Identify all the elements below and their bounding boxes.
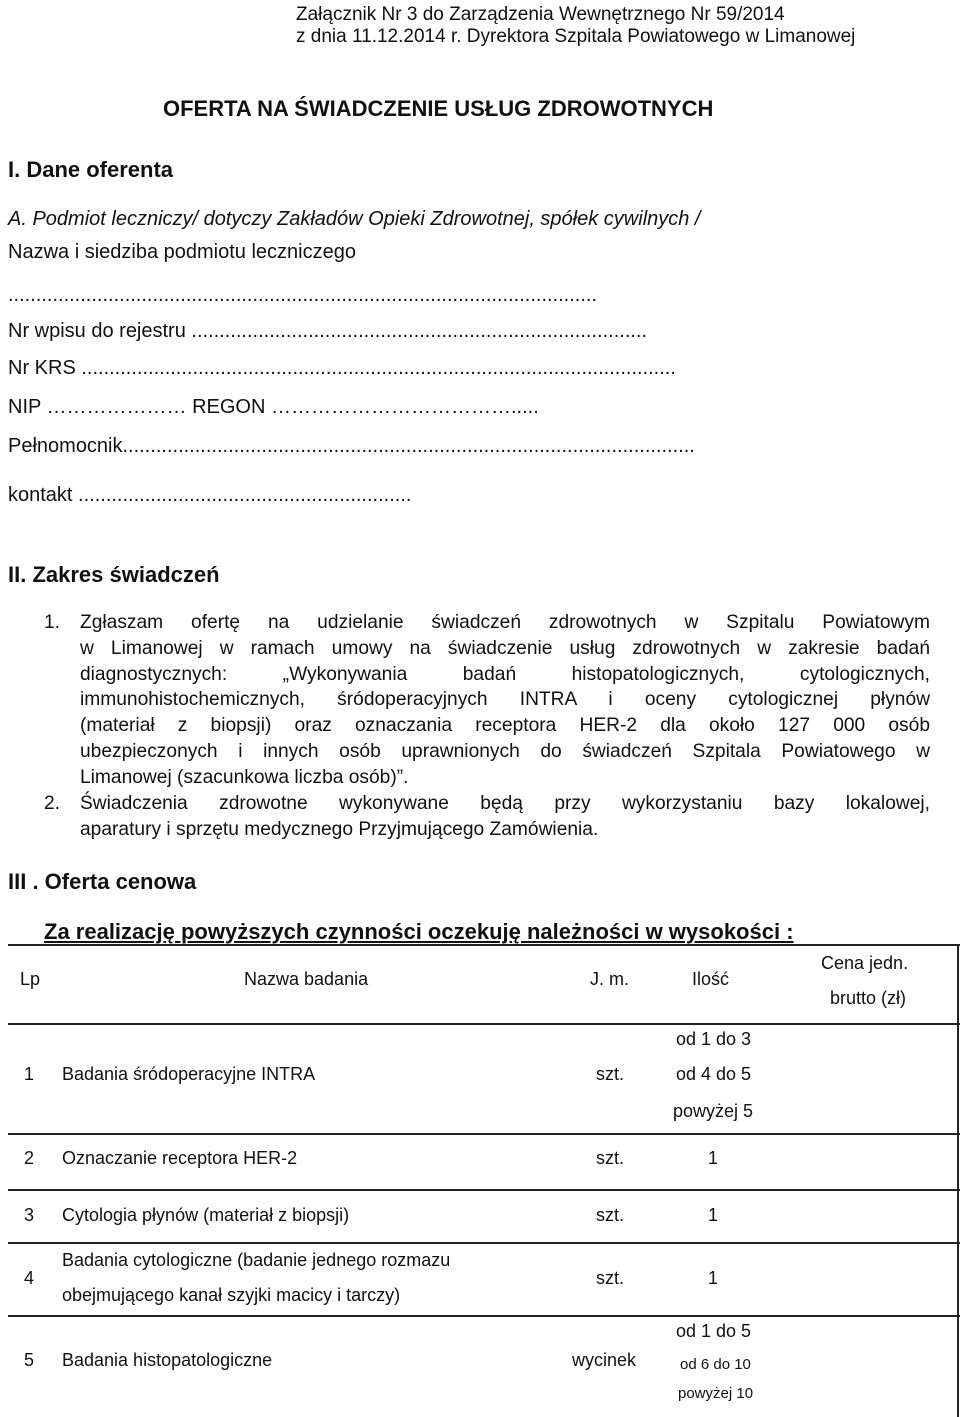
row1-lp: 1 xyxy=(24,1064,35,1084)
row4-name-line1: Badania cytologiczne (badanie jednego rozmazu xyxy=(62,1250,451,1270)
item1-line: (materiał z biopsji) oraz oznaczania receptora HER-2 dla około 127 000 osób xyxy=(80,715,930,737)
item1-text xyxy=(80,610,930,791)
row1-unit: szt. xyxy=(596,1064,625,1084)
section3-heading: III . Oferta cenowa xyxy=(8,869,197,894)
item1-line: Zgłaszam ofertę na udzielanie świadczeń zdrowotnych w Szpitalu Powiatowym xyxy=(80,612,930,633)
row1-qty-b: od 4 do 5 xyxy=(676,1064,752,1084)
contact-field: kontakt ............................................................ xyxy=(8,484,412,506)
section2-heading: II. Zakres świadczeń xyxy=(8,562,220,587)
item2-line: Świadczenia zdrowotne wykonywane będą przy wykorzystaniu bazy lokalowej, xyxy=(80,793,930,814)
item1-number: 1. xyxy=(44,612,61,633)
row4-lp: 4 xyxy=(24,1268,35,1288)
table-border xyxy=(8,1023,960,1025)
item2-line: aparatury i sprzętu medycznego Przyjmującego Zamówienia. xyxy=(80,818,599,840)
attachment-header-line2: z dnia 11.12.2014 r. Dyrektora Szpitala Powiatowego w Limanowej xyxy=(296,26,856,47)
row2-lp: 2 xyxy=(24,1148,35,1168)
header-lp: Lp xyxy=(20,969,41,989)
registry-field: Nr wpisu do rejestru .................................................................................. xyxy=(8,320,648,342)
row1-qty-a: od 1 do 3 xyxy=(676,1029,752,1049)
table-border xyxy=(8,1315,960,1317)
row2-qty: 1 xyxy=(708,1148,719,1168)
header-price-line2: brutto (zł) xyxy=(830,988,907,1008)
row5-qty-c: powyżej 10 xyxy=(678,1385,754,1402)
row2-unit: szt. xyxy=(596,1148,625,1168)
header-price-line1: Cena jedn. xyxy=(821,953,909,973)
row5-qty-a: od 1 do 5 xyxy=(676,1321,752,1341)
header-unit: J. m. xyxy=(590,969,629,989)
row1-qty-c: powyżej 5 xyxy=(673,1101,754,1121)
row4-unit: szt. xyxy=(596,1268,625,1288)
header-name: Nazwa badania xyxy=(244,969,369,989)
table-border xyxy=(8,944,960,946)
row5-qty-b: od 6 do 10 xyxy=(680,1356,751,1373)
header-qty: Ilość xyxy=(692,969,730,989)
item1-line: ubezpieczonych i innych osób uprawnionych do świadczeń Szpitala Powiatowego w xyxy=(80,740,930,762)
item1-line: diagnostycznych: „Wykonywania badań histopatologicznych, cytologicznych, xyxy=(80,663,930,685)
item1-line: w Limanowej w ramach umowy na świadczenie usług zdrowotnych w zakresie badań xyxy=(80,637,930,659)
row3-lp: 3 xyxy=(24,1205,35,1225)
row2-name: Oznaczanie receptora HER-2 xyxy=(62,1148,298,1168)
attachment-header-line1: Załącznik Nr 3 do Zarządzenia Wewnętrznego Nr 59/2014 xyxy=(296,4,785,25)
row4-qty: 1 xyxy=(708,1268,719,1288)
item2-text xyxy=(80,791,930,843)
row5-name: Badania histopatologiczne xyxy=(62,1350,273,1370)
row4-name-line2: obejmującego kanał szyjki macicy i tarczy) xyxy=(62,1285,401,1305)
row3-unit: szt. xyxy=(596,1205,625,1225)
name-label: Nazwa i siedziba podmiotu leczniczego xyxy=(8,241,356,263)
nip-regon-field: NIP ………………… REGON ………………………………..... xyxy=(8,396,539,418)
row3-name: Cytologia płynów (materiał z biopsji) xyxy=(62,1205,350,1225)
row5-lp: 5 xyxy=(24,1350,35,1370)
table-caption: Za realizację powyższych czynności oczekuję należności w wysokości : xyxy=(44,919,794,944)
document-title: OFERTA NA ŚWIADCZENIE USŁUG ZDROWOTNYCH xyxy=(163,96,714,121)
row5-unit: wycinek xyxy=(572,1350,637,1370)
row3-qty: 1 xyxy=(708,1205,719,1225)
table-border xyxy=(8,1189,960,1191)
item2-number: 2. xyxy=(44,793,61,814)
section1-heading: I. Dane oferenta xyxy=(8,157,174,182)
item1-line: Limanowej (szacunkowa liczba osób)”. xyxy=(80,766,409,788)
row1-name: Badania śródoperacyjne INTRA xyxy=(62,1064,316,1084)
table-border xyxy=(8,1133,960,1135)
name-field: .......................................................................................................... xyxy=(8,284,598,306)
section1-subheading: A. Podmiot leczniczy/ dotyczy Zakładów Opieki Zdrowotnej, spółek cywilnych / xyxy=(8,208,701,230)
krs-field: Nr KRS ........................................................................................................... xyxy=(8,357,676,379)
table-border xyxy=(8,1242,960,1244)
attorney-field: Pełnomocnik....................................................................................................... xyxy=(8,435,695,457)
table-border xyxy=(957,944,959,1417)
item1-line: immunohistochemicznych, śródoperacyjnych INTRA i oceny cytologicznej płynów xyxy=(80,689,930,711)
